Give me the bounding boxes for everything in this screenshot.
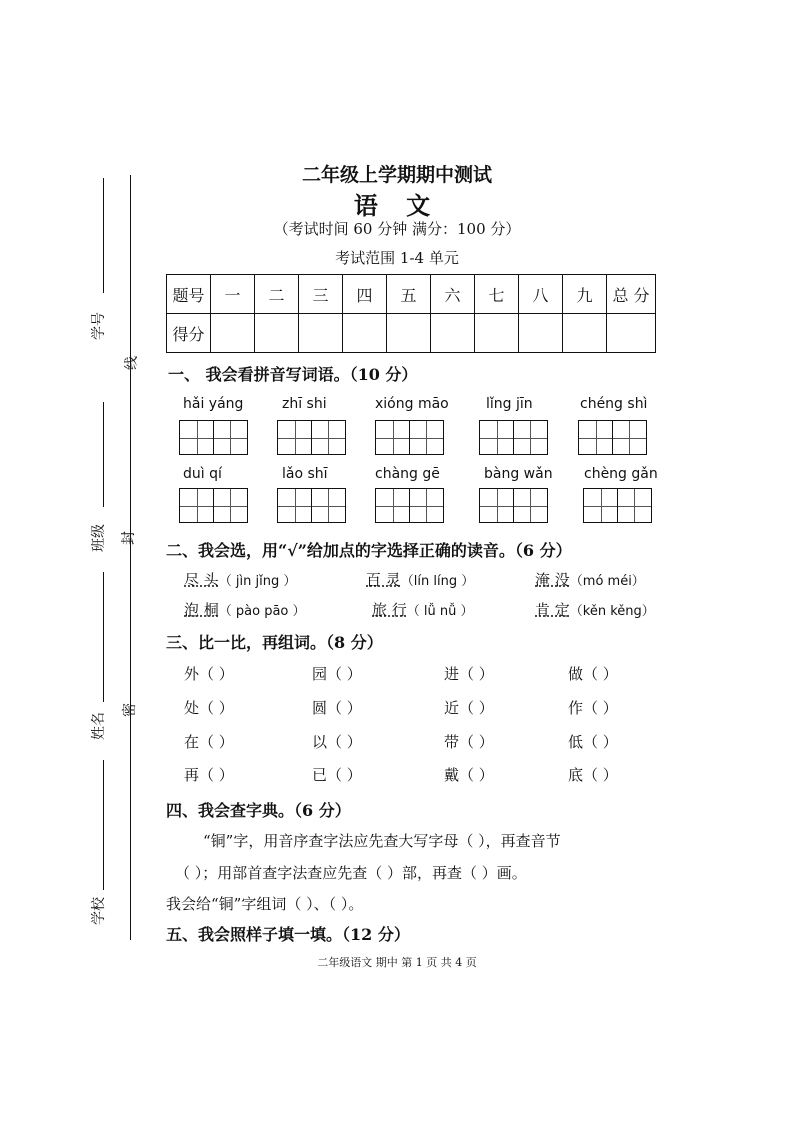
- tianzige-cell[interactable]: [479, 420, 514, 455]
- q3-title: 三、比一比，再组词。（8 分）: [166, 633, 383, 652]
- school-label: 学校: [91, 897, 107, 925]
- writing-grid[interactable]: [375, 420, 444, 455]
- table-cell: 三: [299, 275, 343, 314]
- q3-blank[interactable]: 带（ ）: [444, 733, 494, 751]
- writing-grid[interactable]: [479, 488, 548, 523]
- q3-blank[interactable]: 做（ ）: [568, 665, 618, 683]
- q3-blank[interactable]: 进（ ）: [444, 665, 494, 683]
- tianzige-cell[interactable]: [277, 420, 312, 455]
- subject-title: 语 文: [353, 191, 441, 220]
- score-cell[interactable]: [299, 314, 343, 353]
- q2-title: 二、我会选，用“√”给加点的字选择正确的读音。（6 分）: [166, 541, 572, 560]
- q3-blank[interactable]: 作（ ）: [568, 699, 618, 717]
- writing-grid[interactable]: [277, 420, 346, 455]
- writing-grid[interactable]: [179, 420, 248, 455]
- exam-title: 二年级上学期期中测试: [301, 164, 492, 186]
- table-cell: 四: [343, 275, 387, 314]
- score-table-score-row: [167, 314, 656, 353]
- writing-grid[interactable]: [179, 488, 248, 523]
- exam-scope: 考试范围 1-4 单元: [335, 249, 459, 267]
- tianzige-cell[interactable]: [409, 488, 444, 523]
- q2-word: 尽 头: [184, 571, 219, 589]
- pinyin-label: duì qí: [183, 466, 222, 482]
- name-underline: [103, 572, 104, 702]
- pinyin-label: chéng shì: [580, 396, 648, 412]
- q3-blank[interactable]: 近（ ）: [444, 699, 494, 717]
- tianzige-cell[interactable]: [375, 420, 410, 455]
- tianzige-cell[interactable]: [213, 488, 248, 523]
- pinyin-label: xióng māo: [375, 396, 449, 412]
- tianzige-cell[interactable]: [583, 488, 618, 523]
- pinyin-label: hǎi yáng: [183, 396, 244, 412]
- score-cell[interactable]: [387, 314, 431, 353]
- q5-title: 五、我会照样子填一填。（12 分）: [166, 925, 410, 944]
- student-id-label: 学号: [91, 312, 107, 340]
- table-cell: 五: [387, 275, 431, 314]
- class-underline: [103, 402, 104, 507]
- q2-word: 淹 没: [535, 571, 570, 589]
- q2-item: [184, 569, 296, 590]
- tianzige-cell[interactable]: [513, 420, 548, 455]
- table-cell: 九: [563, 275, 607, 314]
- q2-options[interactable]: （mó méi）: [569, 574, 645, 589]
- tianzige-cell[interactable]: [213, 420, 248, 455]
- tianzige-cell[interactable]: [311, 420, 346, 455]
- q2-item: [535, 599, 655, 620]
- q3-blank[interactable]: 处（ ）: [184, 699, 234, 717]
- table-cell: 六: [431, 275, 475, 314]
- page-footer: 二年级语文 期中 第 1 页 共 4 页: [317, 956, 477, 969]
- q2-options[interactable]: （ jìn jǐng ）: [218, 574, 297, 589]
- tianzige-cell[interactable]: [612, 420, 647, 455]
- score-table: [166, 274, 656, 353]
- q3-blank[interactable]: 以（ ）: [312, 733, 362, 751]
- score-cell[interactable]: [475, 314, 519, 353]
- pinyin-label: chàng gē: [375, 466, 440, 482]
- exam-info: （考试时间 60 分钟 满分：100 分）: [273, 220, 521, 238]
- q2-options[interactable]: （ lǚ nǚ ）: [406, 604, 474, 619]
- tianzige-cell[interactable]: [277, 488, 312, 523]
- tianzige-cell[interactable]: [617, 488, 652, 523]
- tianzige-cell[interactable]: [179, 488, 214, 523]
- score-cell[interactable]: [343, 314, 387, 353]
- binding-line: [130, 175, 131, 940]
- pinyin-label: lǐng jīn: [486, 396, 533, 412]
- q3-blank[interactable]: 已（ ）: [312, 766, 362, 784]
- writing-grid[interactable]: [277, 488, 346, 523]
- table-cell: 得分: [167, 314, 211, 353]
- writing-grid[interactable]: [375, 488, 444, 523]
- tianzige-cell[interactable]: [179, 420, 214, 455]
- q2-word: 泡 桐: [184, 601, 219, 619]
- table-cell: 七: [475, 275, 519, 314]
- class-label: 班级: [91, 524, 107, 552]
- writing-grid[interactable]: [578, 420, 647, 455]
- q2-item: [366, 569, 474, 590]
- pinyin-label: lǎo shī: [282, 466, 328, 482]
- secret-label: 密: [122, 703, 138, 717]
- score-cell[interactable]: [211, 314, 255, 353]
- table-cell: 二: [255, 275, 299, 314]
- q3-blank[interactable]: 圆（ ）: [312, 699, 362, 717]
- table-cell: 总 分: [607, 275, 656, 314]
- tianzige-cell[interactable]: [479, 488, 514, 523]
- q3-blank[interactable]: 外（ ）: [184, 665, 234, 683]
- tianzige-cell[interactable]: [311, 488, 346, 523]
- q2-word: 肯 定: [535, 601, 570, 619]
- q2-item: [535, 569, 645, 590]
- tianzige-cell[interactable]: [409, 420, 444, 455]
- line-label: 线: [124, 356, 140, 370]
- pinyin-label: zhī shi: [282, 396, 327, 412]
- q2-options[interactable]: （kěn kěng）: [569, 604, 655, 619]
- q4-line[interactable]: “铜”字，用音序查字法应先查大写字母（ ），再查音节: [203, 832, 561, 850]
- q3-blank[interactable]: 再（ ）: [184, 766, 234, 784]
- score-cell[interactable]: [431, 314, 475, 353]
- school-underline: [103, 760, 104, 890]
- writing-grid[interactable]: [479, 420, 548, 455]
- score-cell[interactable]: [519, 314, 563, 353]
- score-cell[interactable]: [607, 314, 656, 353]
- table-cell: 八: [519, 275, 563, 314]
- q3-blank[interactable]: 低（ ）: [568, 733, 618, 751]
- name-label: 姓名: [91, 712, 107, 740]
- q3-blank[interactable]: 园（ ）: [312, 665, 362, 683]
- q2-word: 百 灵: [366, 571, 401, 589]
- tianzige-cell[interactable]: [375, 488, 410, 523]
- tianzige-cell[interactable]: [513, 488, 548, 523]
- seal-label: 封: [121, 531, 137, 545]
- q3-blank[interactable]: 在（ ）: [184, 733, 234, 751]
- writing-grid[interactable]: [583, 488, 652, 523]
- q3-blank[interactable]: 底（ ）: [568, 766, 618, 784]
- q2-word: 旅 行: [372, 601, 407, 619]
- table-cell: 题号: [167, 275, 211, 314]
- q2-options[interactable]: （lín líng ）: [400, 574, 475, 589]
- score-cell[interactable]: [255, 314, 299, 353]
- q4-title: 四、我会查字典。（6 分）: [166, 801, 351, 820]
- q2-options[interactable]: （ pào pāo ）: [218, 604, 306, 619]
- q1-title: 一、 我会看拼音写词语。（10 分）: [168, 365, 418, 384]
- pinyin-label: chèng gǎn: [584, 466, 658, 482]
- table-cell: 一: [211, 275, 255, 314]
- q4-line[interactable]: （ ）；用部首查字法查应先查（ ）部，再查（ ）画。: [175, 864, 527, 882]
- score-table-header-row: [167, 275, 656, 314]
- score-cell[interactable]: [563, 314, 607, 353]
- q4-line[interactable]: 我会给“铜”字组词（ ）、（ ）。: [166, 895, 364, 913]
- tianzige-cell[interactable]: [578, 420, 613, 455]
- q3-blank[interactable]: 戴（ ）: [444, 766, 494, 784]
- q2-item: [184, 599, 306, 620]
- q2-item: [372, 599, 474, 620]
- pinyin-label: bàng wǎn: [484, 466, 553, 482]
